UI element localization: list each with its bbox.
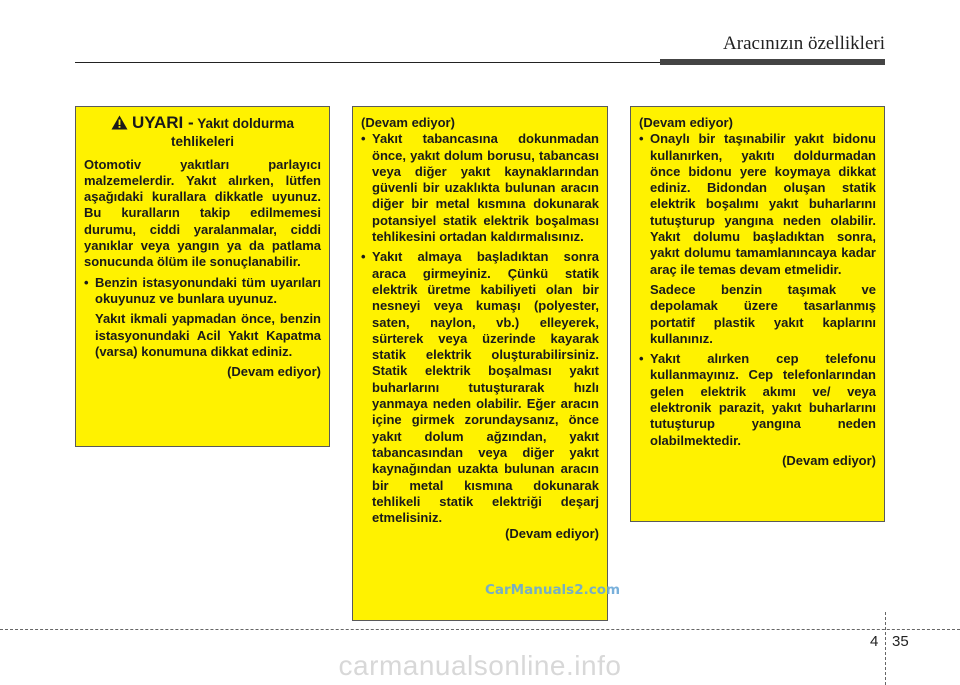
- list-item: [84, 275, 321, 360]
- page-number: 35: [892, 633, 909, 650]
- bullet-marker: •: [361, 249, 366, 265]
- bullet-list: [84, 275, 321, 360]
- bullet-list: [361, 131, 599, 526]
- continued-top-label: (Devam ediyor): [361, 115, 455, 130]
- continued-label: (Devam ediyor): [505, 526, 599, 542]
- bullet-list: [639, 131, 876, 449]
- bullet-paragraph: Yakıt alırken cep telefonu kullanmayınız. Cep telefonlarından gelen elektrik akımı ve/ veya elektronik parazit, yakıt buharlarını tutuşturup yangına neden olabilmektedir.: [650, 351, 876, 448]
- warning-intro: Otomotiv yakıtları parlayıcı malzemelerdir. Yakıt alırken, lütfen aşağıdaki kurallara dikkatle uyunuz. Bu kuralların takip edilmemesi durumu, ciddi yaralanmalar, ciddi yanıklar veya yangın ya da patlama sonucunda ölüm ile sonuçlanabilir.: [84, 156, 321, 270]
- warning-header: [84, 115, 321, 151]
- footer-rule: [0, 629, 960, 630]
- bullet-paragraph: Yakıt tabancasına dokunmadan önce, yakıt dolum borusu, tabancası veya diğer yakıt kaynaklarından güvenli bir uzaklıkta bulunan aracın diğer bir metal kısmına dokunarak potansiyel statik elektrik boşalması tehlikesini ortadan kaldırmalısınız.: [372, 131, 599, 245]
- bullet-paragraph: Yakıt almaya başladıktan sonra araca girmeyiniz. Çünkü statik elektrik üretme kabiliyeti olan bir nesneyi veya kumaşı (polyester, saten, naylon, vb.) elleyerek, sürterek veya üzerinde kayarak statik elektrik oluşturabilirsiniz. Statik elektrik boşalması yakıt buharlarını tutuşturarak hızlı yanmaya neden olabilir. Eğer aracın içine girmek zorundaysanız, önce yakıt dolum ağzından, yakıt tabancasından veya diğer yakıt kaynağından uzakta bulunan aracın bir metal kısmına dokunarak tehlikeli statik elektriği deşarj etmelisiniz.: [372, 249, 599, 526]
- header-title: Aracınızın özellikleri: [723, 33, 885, 54]
- list-item: [361, 249, 599, 526]
- list-item: [361, 131, 599, 245]
- list-item: [639, 131, 876, 347]
- watermark-text: CarManuals2.com: [485, 582, 621, 598]
- list-item: [639, 351, 876, 449]
- bullet-paragraph: Yakıt ikmali yapmadan önce, benzin istasyonundaki Acil Yakıt Kapatma (varsa) konumuna dikkat ediniz.: [95, 311, 321, 359]
- continued-label: (Devam ediyor): [782, 452, 876, 468]
- warning-subtitle-line2: tehlikeleri: [170, 134, 235, 150]
- bullet-paragraph: Onaylı bir taşınabilir yakıt bidonu kullanırken, yakıtı doldurmadan önce bidonu yere koymaya dikkat ediniz. Bidondan oluşan statik elektrik boşalımı yakıt buharlarını tutuşturup yangına neden olabilir. Yakıt dolumu başladıktan sonra, yakıt dolumu tamamlanıncaya kadar araç ile temas devam etmelidir.: [650, 131, 876, 277]
- warning-subtitle-line1: Yakıt doldurma: [197, 116, 295, 131]
- header-rule: [75, 62, 660, 63]
- site-watermark: carmanualsonline.info: [338, 650, 622, 681]
- warning-box-2: [352, 106, 608, 621]
- warning-box-1: [75, 106, 330, 447]
- bullet-paragraph: Sadece benzin taşımak ve depolamak üzere tasarlanmış portatif plastik yakıt kaplarını kullanınız.: [650, 281, 876, 346]
- warning-box-3: [630, 106, 885, 522]
- bullet-marker: •: [639, 351, 644, 367]
- bullet-paragraph: Benzin istasyonundaki tüm uyarıları okuyunuz ve bunlara uyunuz.: [95, 274, 321, 306]
- continued-top-label: (Devam ediyor): [639, 115, 733, 130]
- header-rule-accent: [660, 59, 885, 65]
- warning-triangle-icon: [111, 115, 128, 134]
- continued-label: (Devam ediyor): [227, 364, 321, 380]
- bullet-marker: •: [361, 131, 366, 147]
- bullet-marker: •: [639, 131, 644, 147]
- bullet-marker: •: [84, 274, 89, 290]
- warning-title: UYARI -: [131, 113, 194, 132]
- chapter-number: 4: [870, 633, 879, 650]
